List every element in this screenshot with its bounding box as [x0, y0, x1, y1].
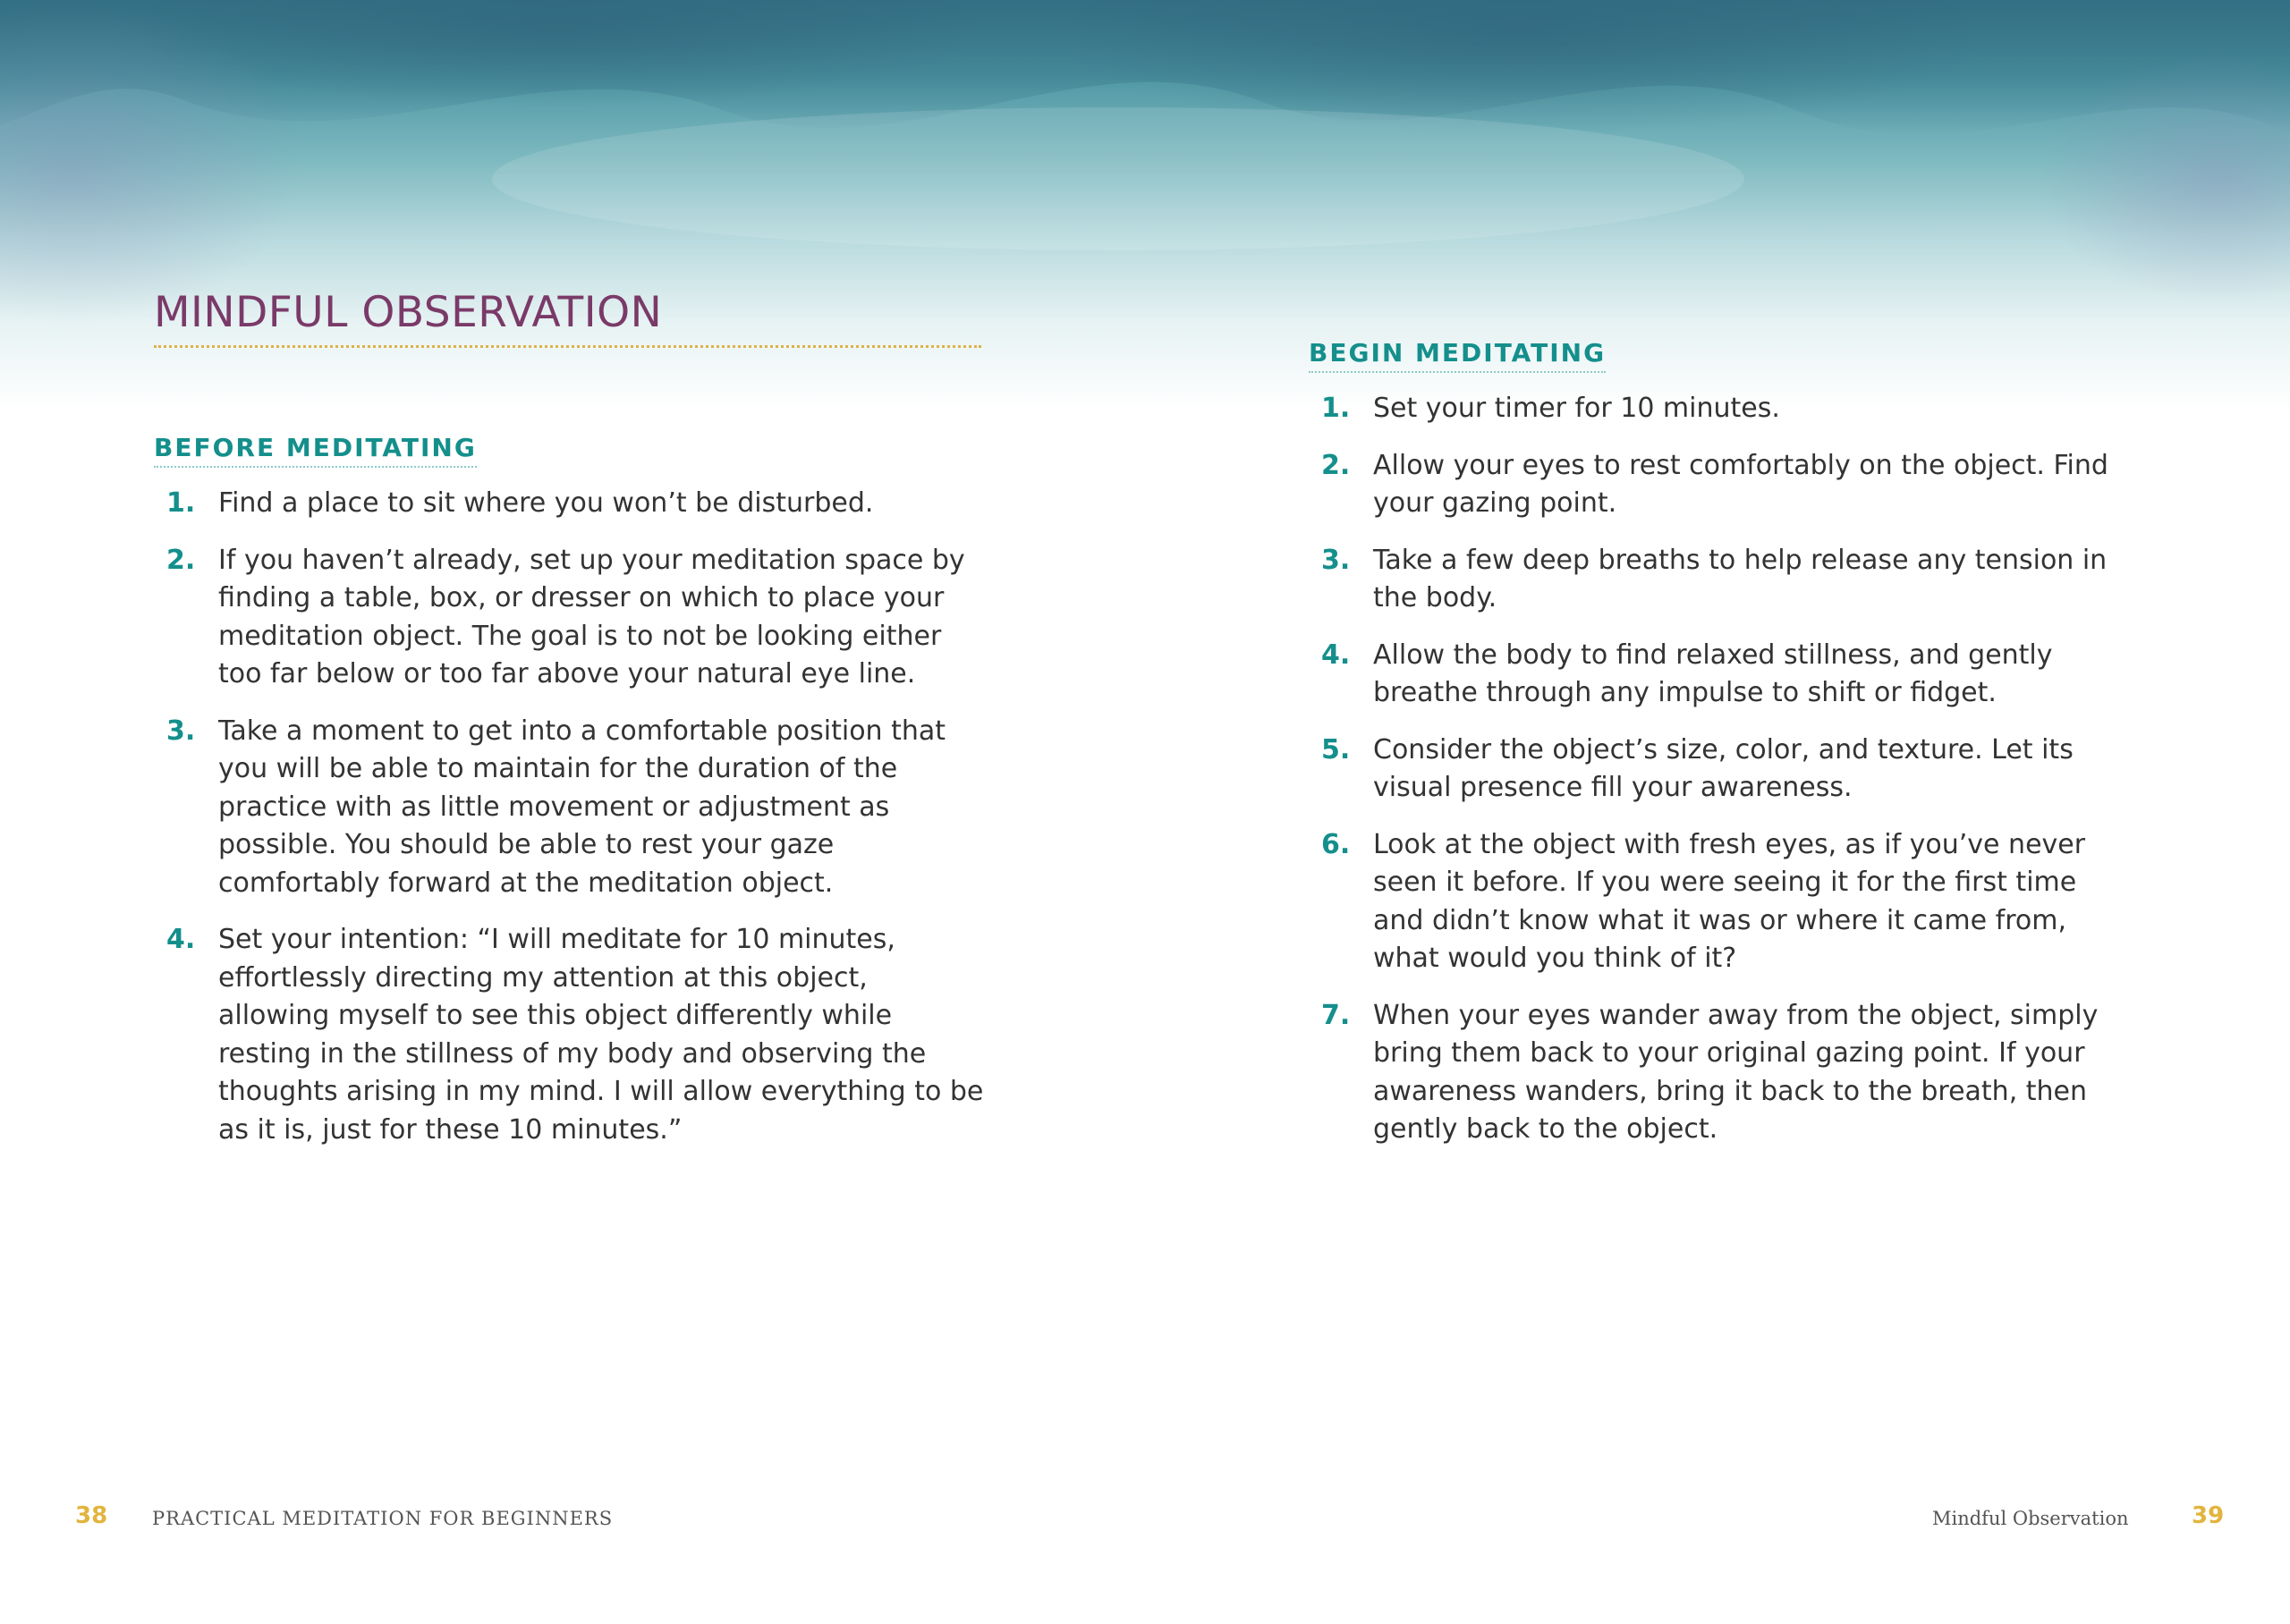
begin-meditating-heading: BEGIN MEDITATING	[1309, 338, 1606, 373]
list-item	[1309, 637, 2132, 713]
item-number: 1.	[166, 487, 196, 519]
list-item	[1309, 826, 2132, 978]
item-number: 3.	[1321, 544, 1351, 576]
item-text: Consider the object’s size, color, and texture. Let its visual presence fill your awareness.	[1373, 733, 2074, 803]
list-item	[154, 713, 986, 903]
item-text: Find a place to sit where you won’t be disturbed.	[218, 487, 874, 519]
item-text: Set your timer for 10 minutes.	[1373, 393, 1780, 424]
item-number: 6.	[1321, 828, 1351, 860]
item-text: Set your intention: “I will meditate for 10 minutes, effortlessly directing my attention at this object, allowing myself to see this object differently while resting in the stillness of my body and observing the thoughts arising in my mind. I will allow everything to be as it is, just for these 10 minutes.”	[218, 924, 984, 1146]
item-text: If you haven’t already, set up your meditation space by finding a table, box, or dresser on which to place your meditation object. The goal is to not be looking either too far below or too far above your natural eye line.	[218, 544, 965, 689]
item-number: 4.	[1321, 639, 1351, 671]
item-text: Take a few deep breaths to help release any tension in the body.	[1373, 544, 2108, 613]
list-item	[1309, 447, 2132, 523]
item-text: When your eyes wander away from the object, simply bring them back to your original gazing point. If your awareness wanders, bring it back to the breath, then gently back to the object.	[1373, 999, 2099, 1145]
before-meditating-heading: BEFORE MEDITATING	[154, 433, 477, 468]
item-text: Take a moment to get into a comfortable position that you will be able to maintain for the duration of the practice with as little movement or adjustment as possible. You should be able to rest your gaze comfortably forward at the meditation object.	[218, 715, 946, 899]
list-item	[154, 921, 986, 1149]
title-dotted-rule	[154, 345, 981, 348]
page-number-right: 39	[2192, 1502, 2225, 1529]
before-meditating-list	[154, 485, 986, 1168]
item-text: Look at the object with fresh eyes, as if you’ve never seen it before. If you were seeing it for the first time and didn’t know what it was or where it came from, what would you think of it?	[1373, 828, 2086, 974]
list-item	[1309, 732, 2132, 808]
item-text: Allow the body to find relaxed stillness, and gently breathe through any impulse to shift or fidget.	[1373, 639, 2053, 708]
item-text: Allow your eyes to rest comfortably on the object. Find your gazing point.	[1373, 449, 2108, 519]
item-number: 4.	[166, 924, 196, 955]
list-item	[154, 485, 986, 523]
item-number: 2.	[1321, 449, 1351, 481]
list-item	[154, 542, 986, 694]
item-number: 7.	[1321, 999, 1351, 1031]
running-head-chapter: Mindful Observation	[1932, 1508, 2129, 1529]
item-number: 2.	[166, 544, 196, 576]
item-number: 1.	[1321, 393, 1351, 424]
begin-meditating-list	[1309, 390, 2132, 1168]
right-page	[1145, 0, 2290, 1624]
chapter-title: MINDFUL OBSERVATION	[154, 288, 663, 337]
list-item	[1309, 542, 2132, 618]
item-number: 5.	[1321, 733, 1351, 765]
list-item	[1309, 997, 2132, 1149]
item-number: 3.	[166, 715, 196, 747]
page-number-left: 38	[75, 1502, 108, 1529]
running-head-book-title: PRACTICAL MEDITATION FOR BEGINNERS	[152, 1508, 614, 1529]
list-item	[1309, 390, 2132, 428]
